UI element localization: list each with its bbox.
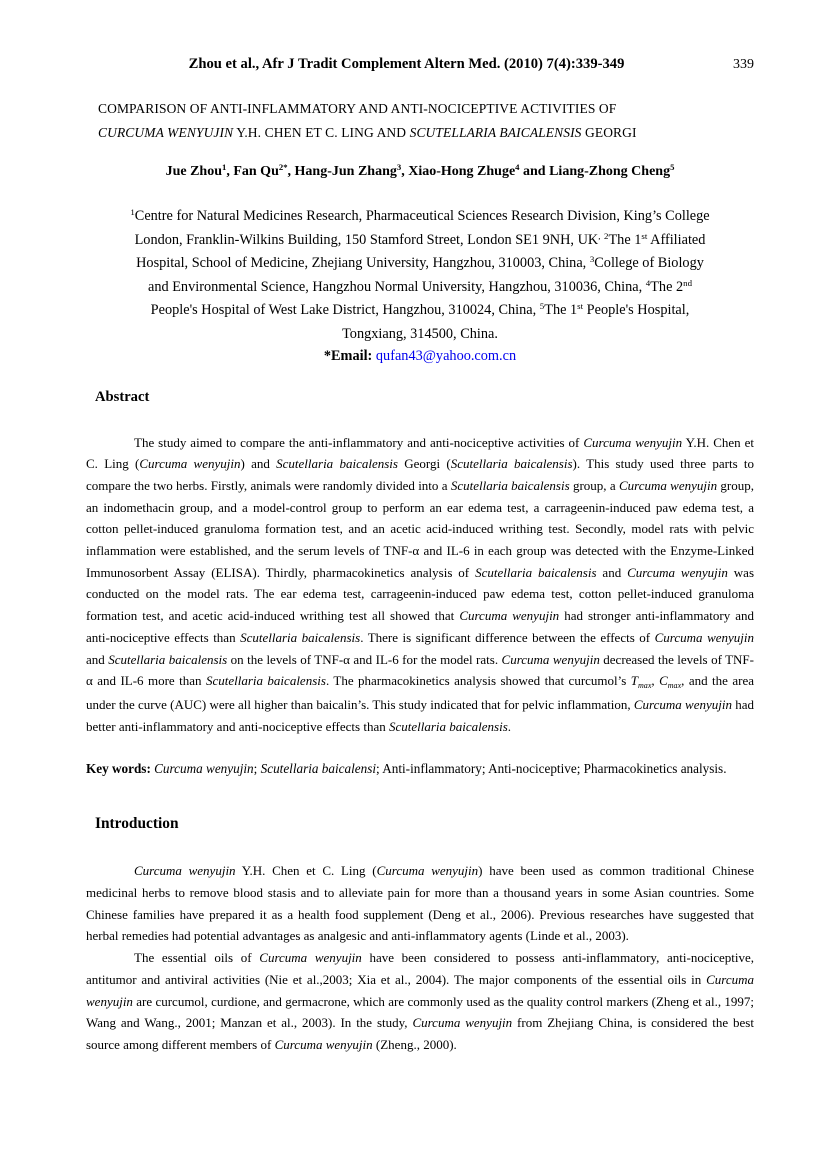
abstract-paragraph: The study aimed to compare the anti-inflammatory and anti-nociceptive activities of Curcuma wenyujin Y.H. Chen et C. Ling (Curcuma wenyujin) and Scutellaria baicalensis Georgi (Scutellaria baicalensis). This study used three parts to compare the two herbs. Firstly, animals were randomly divided into a Scutellaria baicalensis group, a Curcuma wenyujin group, an indomethacin group, and a model-control group to perform an ear edema test, a carrageenin-induced paw edema test, a cotton pellet-induced granuloma formation test, and an acetic acid-induced writhing test. Secondly, model rats with pelvic inflammation were established, and the serum levels of TNF-α and IL-6 in each group was detected with the Enzyme-Linked Immunosorbent Assay (ELISA). Thirdly, pharmacokinetics analysis of Scutellaria baicalensis and Curcuma wenyujin was conducted on the model rats. The ear edema test, carrageenin-induced paw edema test, cotton pellet-induced granuloma formation test, and acetic acid-induced writhing test all showed that Curcuma wenyujin had stronger anti-inflammatory and anti-nociceptive effects than Scutellaria baicalensis. There is significant difference between the effects of Curcuma wenyujin and Scutellaria baicalensis on the levels of TNF-α and IL-6 for the model rats. Curcuma wenyujin decreased the levels of TNF-α and IL-6 more than Scutellaria baicalensis. The pharmacokinetics analysis showed that curcumol’s Tmax, Cmax, and the area under the curve (AUC) were all higher than baicalin’s. This study indicated that for pelvic inflammation, Curcuma wenyujin had better anti-inflammatory and anti-nociceptive effects than Scutellaria baicalensis. — [86, 434, 755, 734]
affiliation-line: and Environmental Science, Hangzhou Normal University, Hangzhou, 310036, China, $^4$The 2nd — [147, 277, 692, 295]
introduction-heading: Introduction — [95, 815, 179, 833]
intro-paragraph-2: The essential oils of Curcuma wenyujin have been considered to possess anti-inflammatory, anti-nociceptive, antitumor and antiviral activities (Nie et al.,2003; Xia et al., 2004). The major components of the essential oils in Curcuma wenyujin are curcumol, curdione, and germacrone, which are commonly used as the quality control markers (Zheng et al., 1997; Wang and Wang., 2001; Manzan et al., 2003). In the study, Curcuma wenyujin from Zhejiang China, is considered the best source among different members of Curcuma wenyujin (Zheng., 2000). — [86, 950, 754, 1052]
intro-paragraph-1: Curcuma wenyujin Y.H. Chen et C. Ling (Curcuma wenyujin) have been used as common traditional Chinese medicinal herbs to remove blood stasis and to alleviate pain for more than a thousand years in some Asian countries. Some Chinese families have prepared it as a health food supplement (Deng et al., 2006). Previous researches have suggested that herbal remedies had potential advantages as analgesic and anti-inflammatory agents (Linde et al., 2003). — [86, 863, 755, 944]
affiliation-line: Tongxiang, 314500, China. — [342, 325, 498, 342]
article-title — [98, 97, 754, 145]
page-number: 339 — [733, 57, 754, 72]
article-title-line-2: CURCUMA WENYUJIN Y.H. CHEN ET C. LING AND SCUTELLARIA BAICALENSIS GEORGI — [98, 125, 637, 140]
affiliation-line: Hospital, School of Medicine, Zhejiang University, Hangzhou, 310003, China, $^3$College of Biology — [136, 254, 704, 271]
affiliation-line: $^1$Centre for Natural Medicines Research, Pharmaceutical Sciences Research Division, King’s College — [130, 207, 710, 224]
email-line — [86, 345, 754, 368]
journal-citation: Zhou et al., Afr J Tradit Complement Altern Med. (2010) 7(4):339-349 — [188, 56, 625, 72]
affiliations-block — [86, 205, 754, 368]
affiliation-line: London, Franklin-Wilkins Building, 150 Stamford Street, London SE1 9NH, UK, $^2$The 1st Affiliated — [134, 230, 706, 248]
email-link[interactable]: qufan43@yahoo.com.cn — [375, 348, 517, 364]
affiliation-line: People's Hospital of West Lake District, Hangzhou, 310024, China, $^5$The 1st People's Hospital, — [150, 301, 690, 318]
email-label: *Email: — [323, 348, 376, 364]
page-header — [86, 56, 754, 73]
abstract-heading: Abstract — [95, 388, 150, 405]
article-title-line-1: COMPARISON OF ANTI-INFLAMMATORY AND ANTI-NOCICEPTIVE ACTIVITIES OF — [98, 101, 617, 116]
keywords-line: Key words: Curcuma wenyujin; Scutellaria baicalensi; Anti-inflammatory; Anti-nociceptive; Pharmacokinetics analysis. — [86, 761, 727, 777]
authors-line: Jue Zhou$^1$, Fan $Qu^{2*}$, Hang-Jun Zhang$^3$, Xiao-Hong Zhuge$^4$ and Liang-Zhong Cheng$^5$ — [165, 162, 675, 179]
